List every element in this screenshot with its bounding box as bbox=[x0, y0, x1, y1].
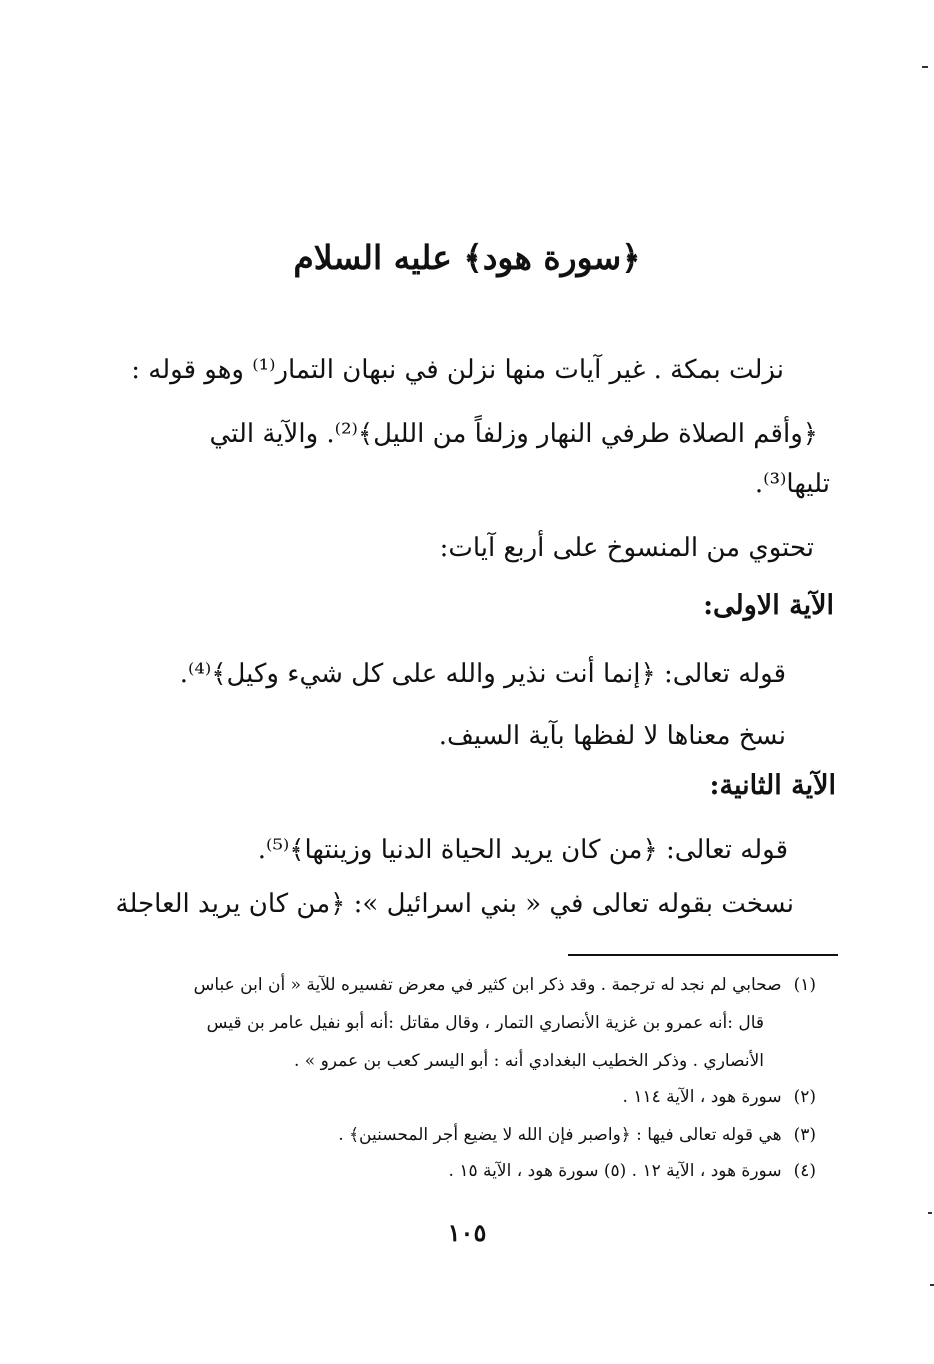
footnote-text: سورة هود ، الآية ١١٤ . bbox=[622, 1087, 782, 1107]
body-line-1: نزلت بمكة . غير آيات منها نزلن في نبهان التمار⁽¹⁾ وهو قوله : bbox=[131, 355, 784, 385]
footnote-number: (٤) bbox=[793, 1161, 816, 1181]
footnote-text: سورة هود ، الآية ١٢ . (٥) سورة هود ، الآية ١٥ . bbox=[448, 1161, 782, 1181]
footnote-number: (٢) bbox=[793, 1087, 816, 1107]
footnote-number: (٣) bbox=[793, 1125, 816, 1145]
page-number: ١٠٥ bbox=[447, 1218, 487, 1247]
body-line-3: تليها⁽³⁾. bbox=[754, 469, 830, 499]
surah-title: ﴿سورة هود﴾ عليه السلام bbox=[293, 238, 641, 277]
body-line-6: قوله تعالى: ﴿إنما أنت نذير والله على كل شيء وكيل﴾⁽⁴⁾. bbox=[179, 659, 786, 689]
section-heading-second-verse: الآية الثانية: bbox=[709, 770, 836, 801]
body-line-10: نسخت بقوله تعالى في « بني اسرائيل »: ﴿من كان يريد العاجلة bbox=[115, 889, 794, 919]
body-line-9: قوله تعالى: ﴿من كان يريد الحياة الدنيا وزينتها﴾⁽⁵⁾. bbox=[257, 835, 788, 865]
footnote-3 bbox=[338, 1122, 816, 1148]
scan-speck bbox=[930, 1284, 934, 1286]
footnote-number: (١) bbox=[793, 975, 816, 995]
footnote-text: صحابي لم نجد له ترجمة . وقد ذكر ابن كثير في معرض تفسيره للآية « أن ابن عباس bbox=[193, 975, 782, 995]
footnote-4-5 bbox=[449, 1158, 816, 1184]
footnote-1-line-2: قال :أنه عمرو بن غزية الأنصاري التمار ، وقال مقاتل :أنه أبو نفيل عامر بن قيس bbox=[206, 1013, 764, 1033]
footnote-1 bbox=[194, 972, 816, 998]
body-line-7: نسخ معناها لا لفظها بآية السيف. bbox=[438, 721, 786, 751]
footnote-separator bbox=[568, 954, 838, 956]
footnote-text: هي قوله تعالى فيها : ﴿واصبر فإن الله لا يضيع أجر المحسنين﴾ . bbox=[338, 1125, 782, 1145]
body-line-2: ﴿وأقم الصلاة طرفي النهار وزلفاً من الليل﴾⁽²⁾. والآية التي bbox=[209, 419, 818, 449]
footnote-2 bbox=[623, 1084, 816, 1110]
scan-speck bbox=[928, 1212, 932, 1214]
section-heading-first-verse: الآية الاولى: bbox=[703, 590, 834, 621]
scan-speck bbox=[922, 66, 928, 68]
body-line-4: تحتوي من المنسوخ على أربع آيات: bbox=[439, 533, 814, 563]
footnote-1-line-3: الأنصاري . وذكر الخطيب البغدادي أنه : أبو اليسر كعب بن عمرو » . bbox=[293, 1051, 764, 1071]
